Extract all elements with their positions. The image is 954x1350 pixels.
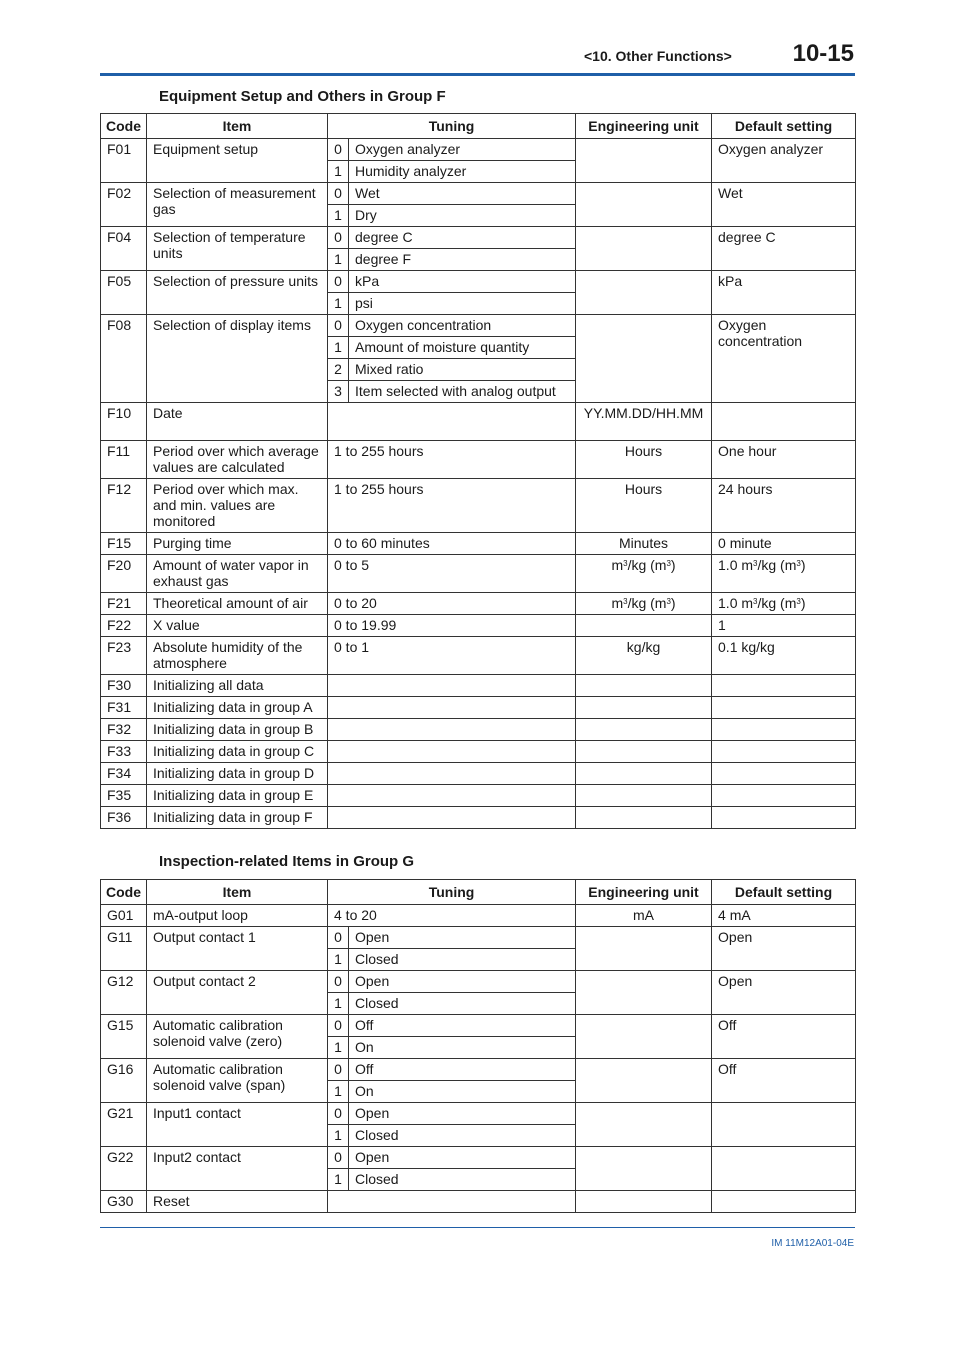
item-cell: Initializing data in group D [147, 763, 328, 785]
table-row [101, 615, 856, 637]
table-row [101, 1059, 856, 1081]
tuning-cell [328, 807, 576, 829]
column-header-item: Item [147, 880, 328, 905]
tuning-cell [328, 763, 576, 785]
code-cell: F10 [101, 403, 147, 441]
default-cell: Oxygen analyzer [712, 139, 856, 183]
item-cell: Equipment setup [147, 139, 328, 183]
tuning-cell [328, 741, 576, 763]
option-label-cell: Mixed ratio [349, 359, 576, 381]
option-number-cell: 1 [328, 993, 349, 1015]
default-cell [712, 1103, 856, 1147]
column-header-default: Default setting [712, 880, 856, 905]
default-cell: 1.0 $m^3/kg$ $(m^3)$ [712, 555, 856, 593]
item-cell: Automatic calibration solenoid valve (zero) [147, 1015, 328, 1059]
item-cell: Initializing data in group C [147, 741, 328, 763]
code-cell: F31 [101, 697, 147, 719]
item-cell: Output contact 1 [147, 927, 328, 971]
option-number-cell: 1 [328, 249, 349, 271]
option-number-cell: 1 [328, 1125, 349, 1147]
item-cell: Initializing data in group B [147, 719, 328, 741]
table-row [101, 403, 856, 441]
code-cell: F04 [101, 227, 147, 271]
option-label-cell: Off [349, 1015, 576, 1037]
code-cell: G15 [101, 1015, 147, 1059]
item-cell: Period over which max. and min. values are monitored [147, 479, 328, 533]
option-label-cell: Wet [349, 183, 576, 205]
option-number-cell: 0 [328, 1015, 349, 1037]
table-row [101, 183, 856, 205]
default-cell: Oxygen concentration [712, 315, 856, 403]
option-label-cell: Amount of moisture quantity [349, 337, 576, 359]
tuning-cell [328, 403, 576, 441]
default-cell: degree C [712, 227, 856, 271]
code-cell: F32 [101, 719, 147, 741]
column-header-code: Code [101, 880, 147, 905]
code-cell: F35 [101, 785, 147, 807]
default-cell [712, 719, 856, 741]
table-row [101, 905, 856, 927]
option-number-cell: 1 [328, 205, 349, 227]
unit-cell [576, 971, 712, 1015]
unit-cell: Hours [576, 441, 712, 479]
default-cell: Open [712, 927, 856, 971]
option-label-cell: Oxygen concentration [349, 315, 576, 337]
code-cell: F05 [101, 271, 147, 315]
option-label-cell: Closed [349, 993, 576, 1015]
item-cell: Input2 contact [147, 1147, 328, 1191]
default-cell: Open [712, 971, 856, 1015]
option-number-cell: 1 [328, 337, 349, 359]
option-number-cell: 1 [328, 1169, 349, 1191]
item-cell: Selection of pressure units [147, 271, 328, 315]
default-cell: Wet [712, 183, 856, 227]
column-header-tuning: Tuning [328, 880, 576, 905]
option-label-cell: On [349, 1081, 576, 1103]
unit-cell: YY.MM.DD/HH.MM [576, 403, 712, 441]
unit-cell: Minutes [576, 533, 712, 555]
table-row [101, 227, 856, 249]
table-row [101, 1103, 856, 1125]
column-header-unit: Engineering unit [576, 880, 712, 905]
code-cell: G16 [101, 1059, 147, 1103]
table-row [101, 1147, 856, 1169]
code-cell: F12 [101, 479, 147, 533]
item-cell: mA-output loop [147, 905, 328, 927]
column-header-unit: Engineering unit [576, 114, 712, 139]
item-cell: Initializing data in group E [147, 785, 328, 807]
code-cell: G21 [101, 1103, 147, 1147]
option-label-cell: degree F [349, 249, 576, 271]
default-cell [712, 403, 856, 441]
default-cell [712, 1191, 856, 1213]
option-label-cell: Open [349, 1147, 576, 1169]
default-cell: 0.1 kg/kg [712, 637, 856, 675]
table-row [101, 637, 856, 675]
default-cell [712, 1147, 856, 1191]
default-cell: One hour [712, 441, 856, 479]
unit-cell [576, 1191, 712, 1213]
code-cell: G22 [101, 1147, 147, 1191]
code-cell: F21 [101, 593, 147, 615]
item-cell: Initializing data in group F [147, 807, 328, 829]
option-label-cell: Humidity analyzer [349, 161, 576, 183]
item-cell: Initializing all data [147, 675, 328, 697]
item-cell: Theoretical amount of air [147, 593, 328, 615]
option-label-cell: Closed [349, 1125, 576, 1147]
option-label-cell: On [349, 1037, 576, 1059]
unit-cell [576, 763, 712, 785]
code-cell: F20 [101, 555, 147, 593]
table-row [101, 763, 856, 785]
option-number-cell: 0 [328, 139, 349, 161]
group-g-table [100, 879, 856, 1213]
unit-cell: Hours [576, 479, 712, 533]
item-cell: Date [147, 403, 328, 441]
tuning-cell: 0 to 1 [328, 637, 576, 675]
unit-cell [576, 785, 712, 807]
table-row [101, 971, 856, 993]
tuning-cell: 0 to 60 minutes [328, 533, 576, 555]
default-cell [712, 675, 856, 697]
footer-rule [100, 1227, 855, 1228]
item-cell: Purging time [147, 533, 328, 555]
unit-cell: $m^3/kg$ $(m^3)$ [576, 555, 712, 593]
option-label-cell: Closed [349, 1169, 576, 1191]
column-header-item: Item [147, 114, 328, 139]
item-cell: Initializing data in group A [147, 697, 328, 719]
unit-cell [576, 315, 712, 403]
option-number-cell: 0 [328, 1059, 349, 1081]
item-cell: Output contact 2 [147, 971, 328, 1015]
option-number-cell: 3 [328, 381, 349, 403]
unit-cell: $m^3/kg$ $(m^3)$ [576, 593, 712, 615]
option-number-cell: 0 [328, 971, 349, 993]
default-cell: 1 [712, 615, 856, 637]
tuning-cell: 1 to 255 hours [328, 479, 576, 533]
tuning-cell: 0 to 19.99 [328, 615, 576, 637]
group-f-table [100, 113, 856, 829]
default-cell: 24 hours [712, 479, 856, 533]
unit-cell [576, 271, 712, 315]
column-header-default: Default setting [712, 114, 856, 139]
code-cell: F08 [101, 315, 147, 403]
option-number-cell: 0 [328, 227, 349, 249]
document-number: IM 11M12A01-04E [771, 1238, 854, 1249]
option-label-cell: psi [349, 293, 576, 315]
table-row [101, 741, 856, 763]
unit-cell [576, 1147, 712, 1191]
option-number-cell: 0 [328, 927, 349, 949]
option-label-cell: degree C [349, 227, 576, 249]
option-number-cell: 0 [328, 183, 349, 205]
option-label-cell: kPa [349, 271, 576, 293]
code-cell: G12 [101, 971, 147, 1015]
table-row [101, 1015, 856, 1037]
code-cell: F34 [101, 763, 147, 785]
table-row [101, 593, 856, 615]
table-row [101, 927, 856, 949]
option-number-cell: 1 [328, 1037, 349, 1059]
table-row [101, 785, 856, 807]
unit-cell [576, 1103, 712, 1147]
table-row [101, 555, 856, 593]
default-cell: 1.0 $m^3/kg$ $(m^3)$ [712, 593, 856, 615]
code-cell: F15 [101, 533, 147, 555]
option-number-cell: 0 [328, 271, 349, 293]
code-cell: F11 [101, 441, 147, 479]
code-cell: F23 [101, 637, 147, 675]
tuning-cell [328, 675, 576, 697]
table-f-caption: Equipment Setup and Others in Group F [159, 88, 446, 105]
table-g-caption: Inspection-related Items in Group G [159, 853, 415, 870]
table-row [101, 315, 856, 337]
option-number-cell: 0 [328, 1147, 349, 1169]
item-cell: Absolute humidity of the atmosphere [147, 637, 328, 675]
item-cell: Selection of display items [147, 315, 328, 403]
default-cell: Off [712, 1015, 856, 1059]
unit-cell: kg/kg [576, 637, 712, 675]
table-row [101, 1191, 856, 1213]
option-label-cell: Oxygen analyzer [349, 139, 576, 161]
tuning-cell [328, 1191, 576, 1213]
option-label-cell: Dry [349, 205, 576, 227]
code-cell: F33 [101, 741, 147, 763]
table-row [101, 479, 856, 533]
table-row [101, 697, 856, 719]
tuning-cell: 0 to 5 [328, 555, 576, 593]
unit-cell [576, 1015, 712, 1059]
code-cell: F01 [101, 139, 147, 183]
item-cell: Automatic calibration solenoid valve (span) [147, 1059, 328, 1103]
unit-cell [576, 615, 712, 637]
option-number-cell: 0 [328, 315, 349, 337]
unit-cell [576, 697, 712, 719]
code-cell: G01 [101, 905, 147, 927]
table-row [101, 139, 856, 161]
code-cell: G30 [101, 1191, 147, 1213]
table-row [101, 675, 856, 697]
tuning-cell: 0 to 20 [328, 593, 576, 615]
item-cell: Reset [147, 1191, 328, 1213]
tuning-cell [328, 785, 576, 807]
default-cell: Off [712, 1059, 856, 1103]
table-header-row [101, 114, 856, 139]
table-row [101, 719, 856, 741]
default-cell [712, 763, 856, 785]
code-cell: G11 [101, 927, 147, 971]
item-cell: Period over which average values are calculated [147, 441, 328, 479]
option-number-cell: 1 [328, 949, 349, 971]
option-label-cell: Open [349, 927, 576, 949]
table-row [101, 533, 856, 555]
default-cell [712, 741, 856, 763]
unit-cell [576, 675, 712, 697]
unit-cell [576, 741, 712, 763]
table-row [101, 441, 856, 479]
header-rule [100, 73, 855, 76]
option-label-cell: Item selected with analog output [349, 381, 576, 403]
tuning-cell: 1 to 255 hours [328, 441, 576, 479]
item-cell: Selection of temperature units [147, 227, 328, 271]
item-cell: X value [147, 615, 328, 637]
default-cell [712, 785, 856, 807]
table-row [101, 807, 856, 829]
table-header-row [101, 880, 856, 905]
tuning-cell [328, 697, 576, 719]
column-header-tuning: Tuning [328, 114, 576, 139]
unit-cell [576, 139, 712, 183]
default-cell: 4 mA [712, 905, 856, 927]
item-cell: Amount of water vapor in exhaust gas [147, 555, 328, 593]
default-cell: 0 minute [712, 533, 856, 555]
option-number-cell: 0 [328, 1103, 349, 1125]
unit-cell [576, 183, 712, 227]
unit-cell [576, 227, 712, 271]
option-number-cell: 2 [328, 359, 349, 381]
column-header-code: Code [101, 114, 147, 139]
option-label-cell: Off [349, 1059, 576, 1081]
table-row [101, 271, 856, 293]
section-title: <10. Other Functions> [584, 48, 732, 64]
unit-cell [576, 1059, 712, 1103]
code-cell: F30 [101, 675, 147, 697]
tuning-cell [328, 719, 576, 741]
option-number-cell: 1 [328, 293, 349, 315]
unit-cell [576, 719, 712, 741]
page-number: 10-15 [792, 40, 854, 67]
unit-cell [576, 807, 712, 829]
default-cell: kPa [712, 271, 856, 315]
code-cell: F02 [101, 183, 147, 227]
option-label-cell: Open [349, 1103, 576, 1125]
code-cell: F36 [101, 807, 147, 829]
tuning-cell: 4 to 20 [328, 905, 576, 927]
option-label-cell: Closed [349, 949, 576, 971]
unit-cell [576, 927, 712, 971]
unit-cell: mA [576, 905, 712, 927]
item-cell: Selection of measurement gas [147, 183, 328, 227]
option-label-cell: Open [349, 971, 576, 993]
item-cell: Input1 contact [147, 1103, 328, 1147]
option-number-cell: 1 [328, 161, 349, 183]
code-cell: F22 [101, 615, 147, 637]
default-cell [712, 807, 856, 829]
option-number-cell: 1 [328, 1081, 349, 1103]
default-cell [712, 697, 856, 719]
